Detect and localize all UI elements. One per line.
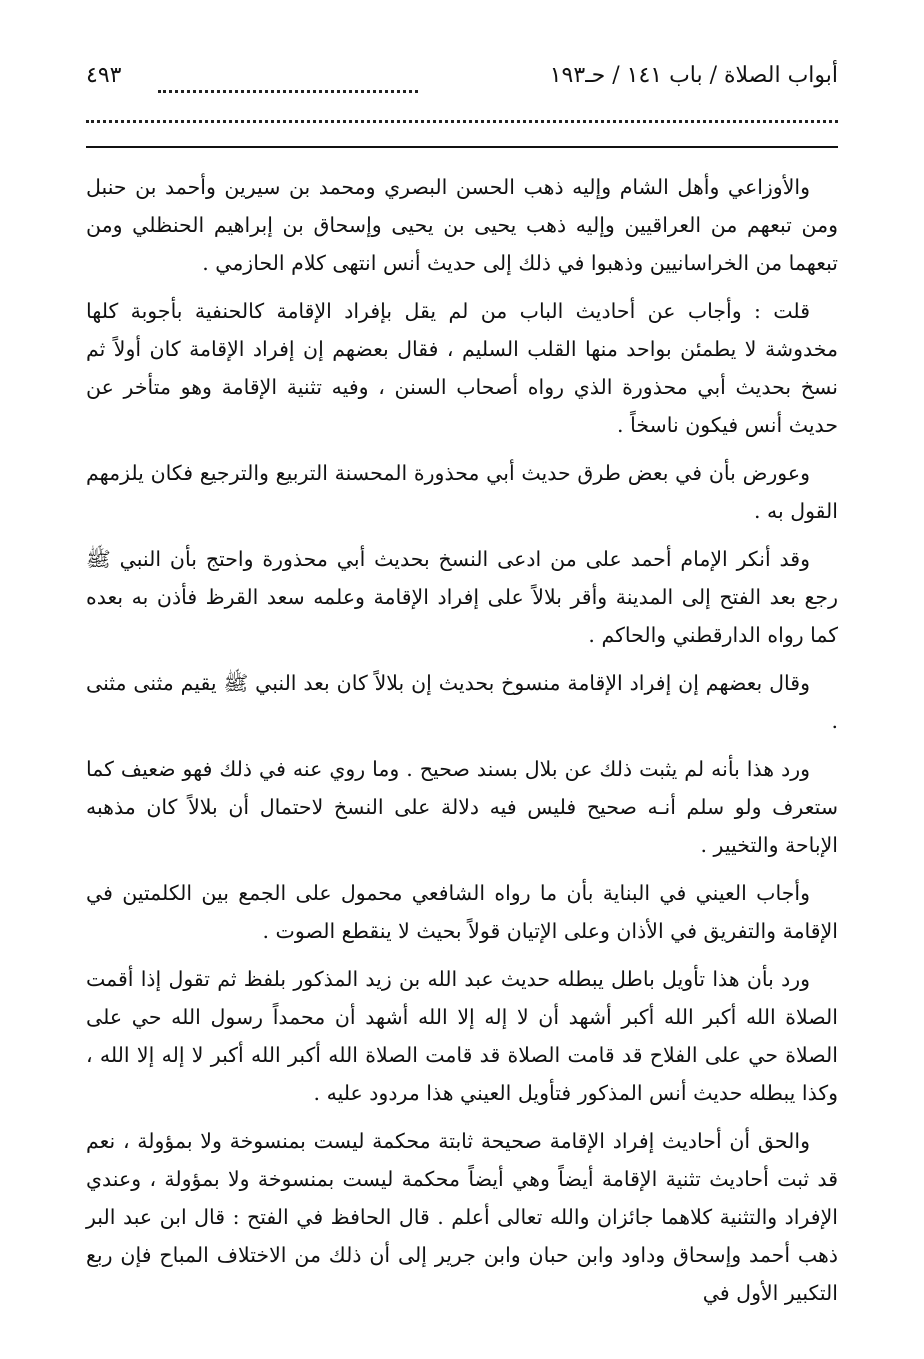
dotted-separator [86,120,838,127]
paragraph: والحق أن أحاديث إفراد الإقامة صحيحة ثابتة محكمة ليست بمنسوخة ولا بمؤولة ، نعم قد ثبت أحاديث تثنية الإقامة أيضاً وهي أيضاً محكمة ليست بمنسوخة ولا بمؤولة ، وعندي الإفراد والتثنية كلاهما جائزان والله تعالى أعلم . قال الحافظ في الفتح : قال ابن عبد البر ذهب أحمد وإسحاق وداود وابن حبان وابن جرير إلى أن ذلك من الاختلاف المباح فإن ربع التكبير الأول في [86,1129,838,1305]
running-header [86,58,838,94]
page-number: ٤٩٣ [86,63,122,88]
paragraph: وقال بعضهم إن إفراد الإقامة منسوخ بحديث إن بلالاً كان بعد النبي ﷺ يقيم مثنى مثنى . [86,671,838,733]
paragraph: قلت : وأجاب عن أحاديث الباب من لم يقل بإفراد الإقامة كالحنفية بأجوبة كلها مخدوشة لا يطمئن بواحد منها القلب السليم ، فقال بعضهم إن إفراد الإقامة كان أولاً ثم نسخ بحديث أبي محذورة الذي رواه أصحاب السنن ، وفيه تثنية الإقامة وهو متأخر عن حديث أنس فيكون ناسخاً . [86,299,838,437]
paragraph: ورد هذا بأنه لم يثبت ذلك عن بلال بسند صحيح . وما روي عنه في ذلك فهو ضعيف كما ستعرف ولو سلم أنـه صحيح فليس فيه دلالة على النسخ لاحتمال أن بلالاً كان مذهبه الإباحة والتخيير . [86,757,838,857]
paragraph: وقد أنكر الإمام أحمد على من ادعى النسخ بحديث أبي محذورة واحتج بأن النبي ﷺ رجع بعد الفتح إلى المدينة وأقر بلالاً على إفراد الإقامة وعلمه سعد القرظ فأذن به بعده كما رواه الدارقطني والحاكم . [86,547,838,647]
paragraph: وأجاب العيني في البناية بأن ما رواه الشافعي محمول على الجمع بين الكلمتين في الإقامة والتفريق في الأذان وعلى الإتيان قولاً بحيث لا ينقطع الصوت . [86,881,838,943]
paragraph: وعورض بأن في بعض طرق حديث أبي محذورة المحسنة التربيع والترجيع فكان يلزمهم القول به . [86,461,838,523]
paragraph: والأوزاعي وأهل الشام وإليه ذهب الحسن البصري ومحمد بن سيرين وأحمد بن حنبل ومن تبعهم من العراقيين وإليه ذهب يحيى بن يحيى وإسحاق بن إبراهيم الحنظلي ومن تبعهما من الخراسانيين وذهبوا في ذلك إلى حديث أنس انتهى كلام الحازمي . [86,175,838,275]
header-rule [86,146,838,148]
header-dotted-leader [158,62,418,93]
paragraph: ورد بأن هذا تأويل باطل يبطله حديث عبد الله بن زيد المذكور بلفظ ثم تقول إذا أقمت الصلاة الله أكبر الله أكبر أشهد أن لا إله إلا الله أشهد أن محمداً رسول الله حي على الصلاة حي على الفلاح قد قامت الصلاة قد قامت الصلاة الله أكبر الله أكبر لا إله إلا الله ، وكذا يبطله حديث أنس المذكور فتأويل العيني هذا مردود عليه . [86,967,838,1105]
header-title: أبواب الصلاة / باب ١٤١ / حـ١٩٣ [549,63,838,88]
body-text [86,168,838,1322]
